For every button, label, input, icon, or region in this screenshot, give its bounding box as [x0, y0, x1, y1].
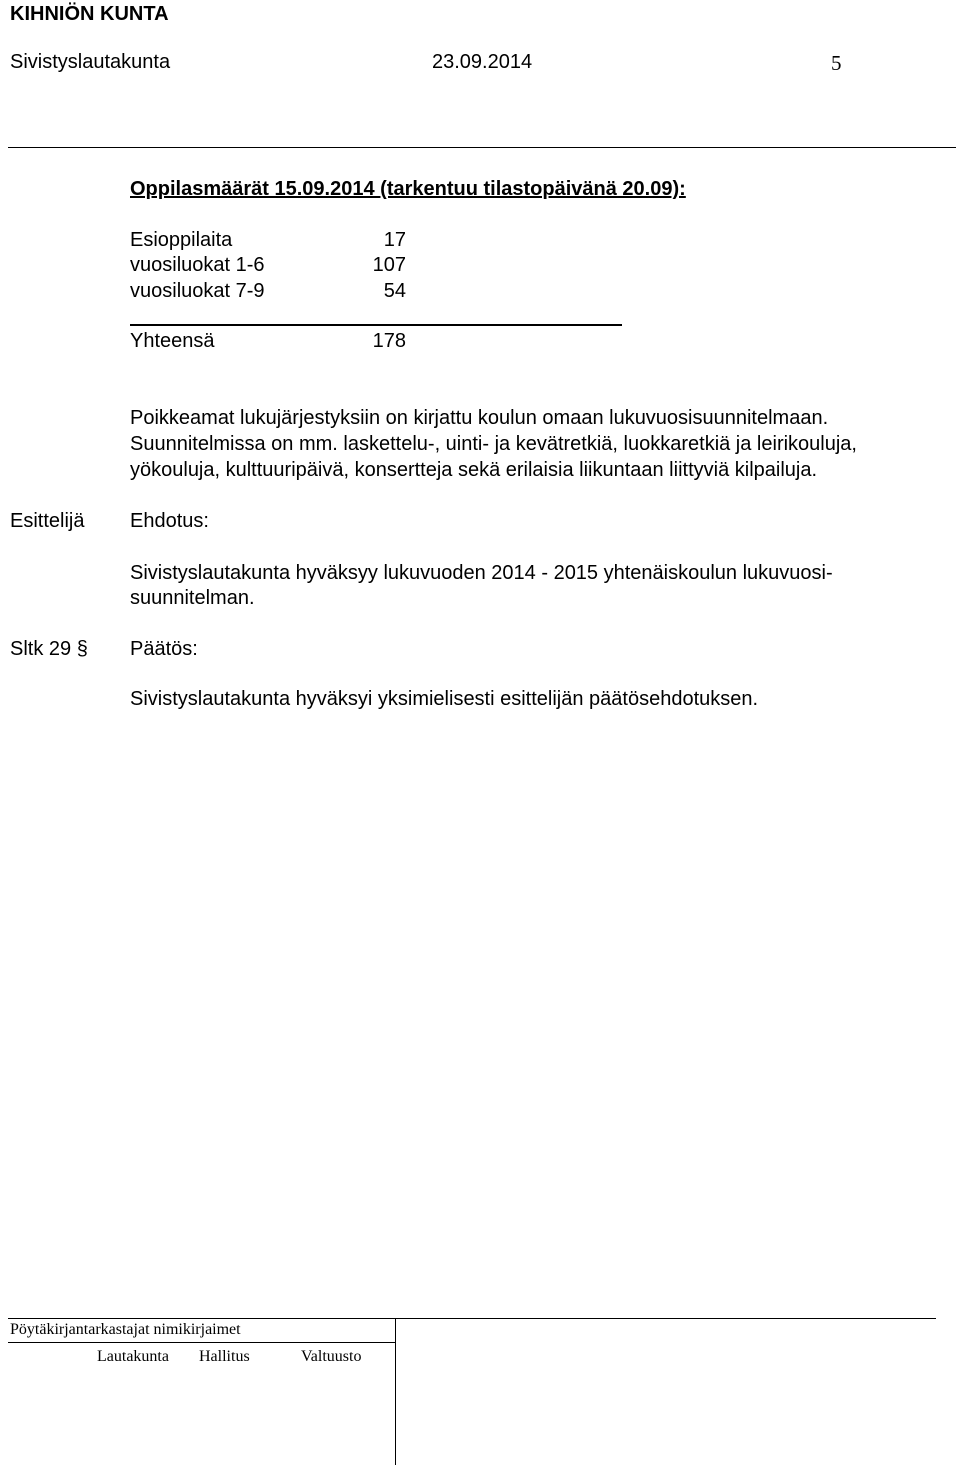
counts-row-label: vuosiluokat 7-9 [130, 280, 265, 302]
counts-row-value: 54 [383, 280, 406, 302]
counts-row-label: vuosiluokat 1-6 [130, 254, 265, 276]
municipality-name: KIHNIÖN KUNTA [10, 3, 169, 25]
body-paragraph: Poikkeamat lukujärjestyksiin on kirjattu koulun omaan lukuvuosisuunnitelmaan. Suunnitelmissa on mm. laskettelu-, uinti- ja kevätretkiä, luokkaretkiä ja leirikouluja, yökouluja, kulttuuripäivä, konsertteja sekä erilaisia liikuntaan liittyviä kilpailuja. [130, 407, 857, 481]
counts-total-label: Yhteensä [130, 330, 215, 352]
counts-row-value: 107 [372, 254, 406, 276]
section-label: Sltk 29 § [10, 638, 88, 660]
footer-mid-line [8, 1342, 396, 1343]
header-divider [8, 147, 956, 148]
page-number: 5 [831, 51, 842, 75]
footer-vertical-divider [395, 1318, 396, 1465]
decision-heading: Päätös: [130, 638, 198, 660]
counts-total-value: 178 [372, 330, 406, 352]
footer-column-lautakunta: Lautakunta [97, 1348, 169, 1365]
decision-text: Sivistyslautakunta hyväksyi yksimielisesti esittelijän päätösehdotuksen. [130, 688, 759, 710]
counts-heading: Oppilasmäärät 15.09.2014 (tarkentuu tilastopäivänä 20.09): [130, 178, 686, 200]
presenter-label: Esittelijä [10, 510, 85, 532]
board-name: Sivistyslautakunta [10, 51, 171, 73]
total-divider [130, 324, 622, 326]
counts-row-label: Esioppilaita [130, 229, 233, 251]
footer-column-hallitus: Hallitus [199, 1348, 250, 1365]
counts-row-value: 17 [383, 229, 406, 251]
proposal-text-line2: suunnitelman. [130, 587, 255, 609]
footer-top-line [8, 1318, 936, 1319]
signature-label: Pöytäkirjantarkastajat nimikirjaimet [10, 1321, 241, 1338]
footer-column-valtuusto: Valtuusto [301, 1348, 362, 1365]
meeting-date: 23.09.2014 [432, 51, 533, 73]
proposal-text-line1: Sivistyslautakunta hyväksyy lukuvuoden 2014 - 2015 yhtenäiskoulun lukuvuosi- [130, 562, 833, 584]
proposal-heading: Ehdotus: [130, 510, 209, 532]
